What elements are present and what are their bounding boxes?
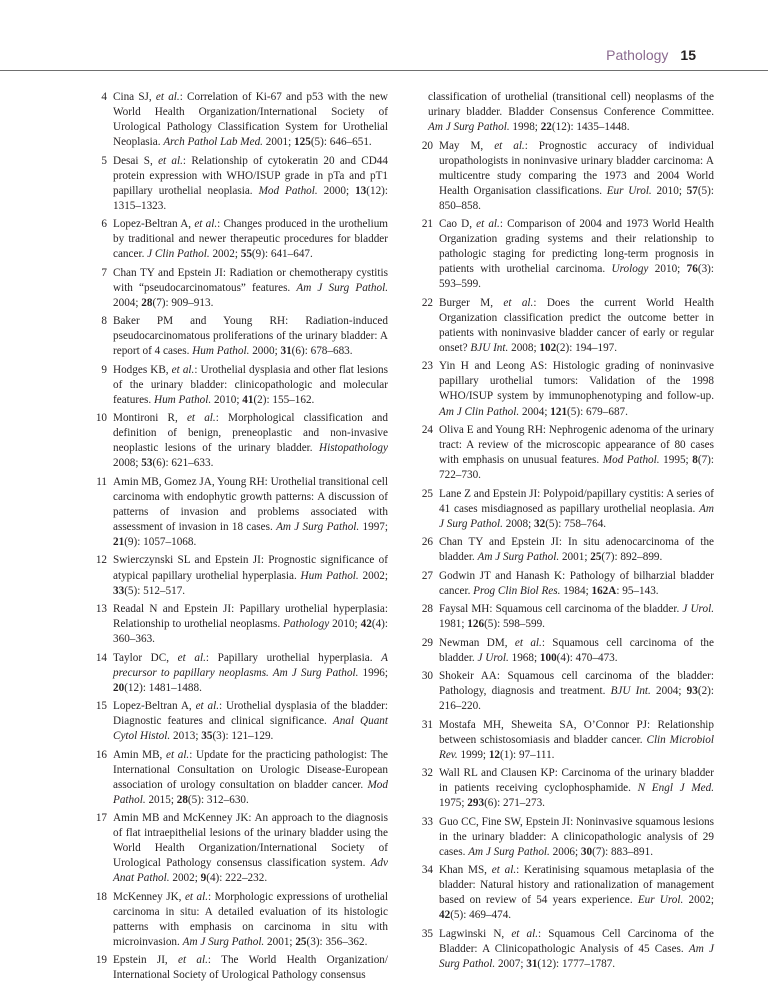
reference-journal: et al. <box>195 700 220 713</box>
reference-text: Desai S, <box>113 154 159 167</box>
reference-text: 2002; <box>358 569 388 582</box>
reference-journal: J Urol. <box>477 651 509 664</box>
reference-volume: 31 <box>280 345 292 358</box>
reference-text: McKenney JK, <box>113 890 185 903</box>
reference-item <box>414 766 714 811</box>
reference-number: 21 <box>421 218 433 231</box>
reference-journal: et al. <box>178 954 208 967</box>
reference-journal: et al. <box>186 412 216 425</box>
reference-volume: 32 <box>534 517 546 530</box>
reference-text: : Does the current World Health Organization classification predict the outcome better in patients with noninvasive bladder cancer of early or regular onset? <box>439 296 715 354</box>
reference-text: : Update for the practicing pathologist: The International Consultation on Urologic Disease-European association of urology consultation on bladder cancer. <box>113 748 389 791</box>
reference-text: : Morphological classification and definition of benign, preneoplastic and non-invasive neoplastic lesions of the urinary bladder. <box>113 412 388 455</box>
reference-text: : Relationship of cytokeratin 20 and CD44 protein expression with WHO/ISUP grade in pTa and pT1 papillary urothelial neoplasia. <box>113 154 388 197</box>
reference-text: : Comparison of 2004 and 1973 World Health Organization grading systems and their relationship to pathologic staging for predicting long-term prognosis in patients with urothelial carcinoma. <box>439 218 714 276</box>
reference-item <box>88 748 388 808</box>
reference-journal: et al. <box>476 218 500 231</box>
reference-number: 11 <box>96 475 107 488</box>
reference-journal: Histopathology <box>319 442 388 455</box>
reference-continuation <box>414 90 714 135</box>
header-rule <box>0 70 768 71</box>
reference-text: Hodges KB, <box>113 363 172 376</box>
reference-volume: 125 <box>294 136 311 149</box>
reference-journal: Mod Pathol. <box>113 778 388 806</box>
reference-text: (5): 646–651. <box>310 136 372 149</box>
reference-volume: 21 <box>113 536 125 549</box>
reference-journal: J Urol. <box>682 603 714 616</box>
reference-text: Baker PM and Young RH: Radiation-induced pseudocarcinomatous proliferations of the urinary bladder: A report of 4 cases. <box>113 315 388 358</box>
reference-text: 1975; <box>439 797 468 810</box>
reference-journal: Eur Urol. <box>637 894 684 907</box>
reference-text: Cao D, <box>439 218 477 231</box>
reference-journal: Am J Clin Pathol. <box>439 405 520 418</box>
reference-journal: Am J Surg Pathol. <box>182 935 265 948</box>
reference-text: : Keratinising squamous metaplasia of the bladder: Natural history and rationalization of management based on review of 54 years experience. <box>439 864 714 907</box>
reference-item <box>88 475 388 550</box>
reference-journal: et al. <box>491 864 517 877</box>
reference-journal: Hum Pathol. <box>192 345 250 358</box>
reference-journal: Arch Pathol Lab Med. <box>163 136 263 149</box>
reference-item <box>414 359 714 419</box>
reference-item <box>414 535 714 565</box>
reference-text: 2010; <box>648 263 687 276</box>
reference-column-left <box>88 90 388 987</box>
reference-text: Chan TY and Epstein JI: Radiation or chemotherapy cystitis with “pseudocarcinomatous” features. <box>113 266 388 294</box>
reference-text: 2010; <box>211 393 243 406</box>
reference-text: 2001; <box>262 136 295 149</box>
reference-text: 1996; <box>358 666 389 679</box>
reference-journal: Mod Pathol. <box>602 454 660 467</box>
reference-text: 1998; <box>509 121 541 134</box>
reference-text: (5): 850–858. <box>439 184 714 212</box>
reference-number: 33 <box>421 815 433 828</box>
reference-text: Burger M, <box>439 296 504 309</box>
reference-volume: 53 <box>141 457 153 470</box>
reference-volume: 55 <box>240 248 252 261</box>
reference-text: 2002; <box>169 872 201 885</box>
reference-text: Wall RL and Clausen KP: Carcinoma of the urinary bladder in patients receiving cyclophosphamide. <box>439 767 714 795</box>
reference-volume: 13 <box>355 184 367 197</box>
reference-text: Lopez-Beltran A, <box>113 218 195 231</box>
reference-number: 34 <box>421 864 433 877</box>
reference-journal: Clin Microbiol Rev. <box>439 733 714 761</box>
reference-journal: et al. <box>194 218 218 231</box>
reference-text: (2): 155–162. <box>253 393 315 406</box>
reference-text: (4): 360–363. <box>113 618 389 646</box>
reference-text: Cina SJ, <box>113 91 156 103</box>
reference-text: (12): 1777–1787. <box>537 957 616 970</box>
reference-text: (7): 722–730. <box>439 454 715 482</box>
reference-journal: Prog Clin Biol Res. <box>473 584 561 597</box>
reference-journal: Pathology <box>283 618 330 631</box>
reference-journal: Hum Pathol. <box>300 569 359 582</box>
reference-item <box>414 487 714 532</box>
reference-journal: et al. <box>171 363 195 376</box>
reference-text: (5): 469–474. <box>450 909 512 922</box>
reference-item <box>88 953 388 983</box>
reference-volume: 162A <box>591 584 617 597</box>
reference-text: : Urothelial dysplasia of the bladder: Diagnostic features and clinical significance. <box>113 700 389 728</box>
reference-volume: 293 <box>467 797 485 810</box>
reference-volume: 28 <box>141 296 153 309</box>
reference-text: 2008; <box>113 457 142 470</box>
reference-number: 24 <box>421 423 433 436</box>
reference-text: 2004; <box>113 296 142 309</box>
reference-number: 14 <box>95 651 107 664</box>
reference-text: Mostafa MH, Sheweita SA, O’Connor PJ: Relationship between schistosomiasis and bladder cancer. <box>439 718 714 746</box>
reference-journal: Hum Pathol. <box>154 393 212 406</box>
reference-column-right <box>414 90 714 975</box>
reference-volume: 42 <box>439 909 451 922</box>
reference-text: Lane Z and Epstein JI: Polypoid/papillary cystitis: A series of 41 cases misdiagnosed as papillary urothelial neoplasia. <box>439 487 714 515</box>
reference-text: 1981; <box>439 618 468 631</box>
reference-journal: et al. <box>177 651 206 664</box>
page-number: 15 <box>680 47 696 63</box>
reference-text: classification of urothelial (transitional cell) neoplasms of the urinary bladder. Bladder Consensus Conference Committee. <box>428 91 714 119</box>
reference-text: (6): 621–633. <box>152 457 214 470</box>
reference-number: 15 <box>95 700 107 713</box>
reference-text: 2002; <box>683 894 714 907</box>
reference-journal: et al. <box>514 636 542 649</box>
reference-journal: BJU Int. <box>470 341 509 354</box>
reference-volume: 25 <box>295 935 307 948</box>
reference-number: 5 <box>101 154 107 167</box>
reference-text: 2007; <box>495 957 527 970</box>
reference-volume: 33 <box>113 584 125 597</box>
reference-volume: 41 <box>242 393 254 406</box>
reference-volume: 25 <box>590 551 602 564</box>
reference-volume: 20 <box>113 681 125 694</box>
reference-text: : Correlation of Ki-67 and p53 with the new World Health Organization/International Society of Urological Pathology Classification System for Urothelial Neoplasia. <box>113 91 388 149</box>
reference-text: : Prognostic accuracy of individual uropathologists in noninvasive urinary bladder carcinoma: A multicentre study comparing the 1973 and 2004 World Health Organisation classifications. <box>439 139 714 197</box>
reference-text: (1): 97–111. <box>500 748 555 761</box>
reference-text: (4): 470–473. <box>556 651 618 664</box>
reference-text: Amin MB and McKenney JK: An approach to the diagnosis of flat intraepithelial lesions of the urinary bladder using the World Health Organization/International Society of Urological Pathology consensus classification system. <box>113 812 388 870</box>
reference-text: (7): 909–913. <box>152 296 214 309</box>
reference-text: (5): 758–764. <box>545 517 607 530</box>
reference-number: 20 <box>421 139 433 152</box>
reference-volume: 42 <box>360 618 372 631</box>
reference-text: 2004; <box>519 405 551 418</box>
reference-journal: BJU Int. <box>610 685 651 698</box>
reference-text: 2008; <box>502 517 534 530</box>
reference-item <box>414 927 714 972</box>
running-head: Pathology <box>606 47 669 63</box>
reference-text: Lopez-Beltran A, <box>113 700 196 713</box>
reference-number: 10 <box>95 412 107 425</box>
reference-number: 27 <box>421 569 433 582</box>
reference-volume: 93 <box>686 685 698 698</box>
reference-number: 12 <box>95 554 107 567</box>
reference-journal: et al. <box>184 890 209 903</box>
reference-text: (9): 641–647. <box>251 248 313 261</box>
reference-number: 32 <box>421 767 433 780</box>
reference-text: Taylor DC, <box>113 651 178 664</box>
reference-text: Khan MS, <box>439 864 492 877</box>
reference-volume: 121 <box>550 405 568 418</box>
reference-journal: Am J Surg Pathol. <box>428 121 510 134</box>
reference-text: 1999; <box>457 748 489 761</box>
reference-journal: et al. <box>155 91 180 103</box>
reference-volume: 28 <box>176 793 188 806</box>
reference-text: 2000; <box>317 184 356 197</box>
reference-text: (12): 1481–1488. <box>124 681 202 694</box>
reference-volume: 102 <box>539 341 557 354</box>
reference-number: 29 <box>421 636 433 649</box>
reference-number: 9 <box>101 363 107 376</box>
reference-journal: Urology <box>611 263 649 276</box>
reference-item <box>88 363 388 408</box>
reference-text: 1997; <box>359 521 388 533</box>
reference-text: : Changes produced in the urothelium by traditional and newer therapeutic procedures for bladder cancer. <box>113 218 388 261</box>
reference-journal: Eur Urol. <box>606 184 652 197</box>
reference-number: 26 <box>421 536 433 549</box>
reference-number: 30 <box>421 669 433 682</box>
reference-text: (3): 593–599. <box>439 263 714 291</box>
reference-journal: N Engl J Med. <box>637 782 714 795</box>
reference-number: 22 <box>421 296 433 309</box>
reference-journal: et al. <box>158 154 183 167</box>
reference-item <box>88 651 388 696</box>
reference-text: 2013; <box>170 730 202 743</box>
reference-text: (6): 271–273. <box>484 797 545 810</box>
reference-item <box>414 863 714 923</box>
reference-text: 2010; <box>651 184 687 197</box>
reference-text: (2): 216–220. <box>439 685 715 713</box>
reference-item <box>88 890 388 950</box>
reference-item <box>88 217 388 262</box>
reference-text: (12): 1315–1323. <box>113 184 388 212</box>
reference-text: Faysal MH: Squamous cell carcinoma of the bladder. <box>439 603 683 616</box>
reference-volume: 30 <box>580 845 593 858</box>
reference-journal: Am J Surg Pathol. <box>439 502 714 530</box>
reference-item <box>88 314 388 359</box>
reference-journal: Am J Surg Pathol. <box>468 845 550 858</box>
reference-number: 28 <box>421 603 433 616</box>
reference-text: 2010; <box>329 618 361 631</box>
reference-journal: et al. <box>503 296 534 309</box>
reference-text: : Urothelial dysplasia and other flat lesions of the urinary bladder: clinicopathologic and molecular features. <box>113 363 388 406</box>
reference-volume: 12 <box>488 748 500 761</box>
reference-item <box>414 815 714 860</box>
reference-text: : Papillary urothelial hyperplasia. <box>205 651 382 664</box>
reference-volume: 76 <box>686 263 698 276</box>
reference-journal: Am J Surg Pathol. <box>276 521 360 533</box>
reference-text: 2004; <box>650 685 687 698</box>
reference-text: : Morphologic expressions of urothelial carcinoma in situ: A detailed evaluation of its histologic patterns with emphasis on carcinoma in situ with microinvasion. <box>113 890 388 948</box>
reference-journal: et al. <box>511 927 539 940</box>
reference-volume: 22 <box>540 121 552 134</box>
reference-text: Oliva E and Young RH: Nephrogenic adenoma of the urinary tract: A review of the microscopic appearance of 80 cases with emphasis on unusual features. <box>439 423 714 467</box>
reference-number: 6 <box>101 218 107 231</box>
reference-journal: Anal Quant Cytol Histol. <box>113 715 388 743</box>
reference-text: Epstein JI, <box>113 954 179 967</box>
reference-journal: Am J Surg Pathol. <box>439 942 714 970</box>
reference-text: 2001; <box>264 935 296 948</box>
reference-number: 35 <box>421 927 433 940</box>
reference-item <box>414 139 714 214</box>
reference-item <box>414 569 714 599</box>
reference-text: (6): 678–683. <box>291 345 353 358</box>
reference-text: (5): 512–517. <box>124 584 186 597</box>
reference-item <box>88 602 388 647</box>
reference-journal: A precursor to papillary neoplasms. Am J Surg Pathol. <box>113 651 388 679</box>
reference-text: Newman DM, <box>439 636 515 649</box>
reference-volume: 57 <box>686 184 698 197</box>
reference-text: 1995; <box>659 454 693 467</box>
reference-journal: et al. <box>166 748 190 761</box>
page-header <box>606 47 696 63</box>
reference-text: Yin H and Leong AS: Histologic grading of noninvasive papillary urothelial tumors: Validation of the 1998 WHO/ISUP system by immunophenotyping and follow-up. <box>439 360 714 403</box>
reference-text: : The World Health Organization/ International Society of Urological Pathology consensus <box>113 954 388 982</box>
reference-text: : 95–143. <box>616 584 659 597</box>
reference-text: : Squamous cell carcinoma of the bladder. <box>439 636 714 664</box>
reference-text: (7): 892–899. <box>601 551 663 564</box>
reference-text: (7): 883–891. <box>592 845 653 858</box>
reference-text: (3): 356–362. <box>306 935 368 948</box>
reference-number: 31 <box>421 718 433 731</box>
reference-text: Chan TY and Epstein JI: In situ adenocarcinoma of the bladder. <box>439 536 714 564</box>
reference-number: 18 <box>95 890 107 903</box>
reference-number: 8 <box>101 315 107 328</box>
reference-text: 2002; <box>209 248 241 261</box>
reference-item <box>88 154 388 214</box>
reference-text: 1968; <box>508 651 540 664</box>
reference-item <box>414 217 714 292</box>
reference-number: 17 <box>95 812 107 825</box>
reference-text: (2): 194–197. <box>556 341 618 354</box>
reference-journal: Adv Anat Pathol. <box>113 857 388 885</box>
reference-text: Amin MB, Gomez JA, Young RH: Urothelial transitional cell carcinoma with endophytic growth patterns: A discussion of patterns of invasion and problems associated with assessment of invasion in 18 cases. <box>113 475 389 533</box>
reference-text: Guo CC, Fine SW, Epstein JI: Noninvasive squamous lesions in the urinary bladder: A clinicopathologic analysis of 29 cases. <box>439 815 714 858</box>
reference-number: 4 <box>101 91 107 103</box>
reference-text: : Squamous Cell Carcinoma of the Bladder: A Clinicopathologic Analysis of 45 Cases. <box>439 927 714 955</box>
reference-text: 1984; <box>560 584 592 597</box>
reference-text: Godwin JT and Hanash K: Pathology of bilharzial bladder cancer. <box>439 569 714 597</box>
reference-text: May M, <box>439 139 495 152</box>
reference-text: Lagwinski N, <box>439 927 512 940</box>
reference-text: 2001; <box>559 551 591 564</box>
reference-text: 2015; <box>145 793 177 806</box>
reference-item <box>88 266 388 311</box>
reference-volume: 100 <box>539 651 557 664</box>
reference-text: 2008; <box>508 341 540 354</box>
reference-text: (5): 679–687. <box>567 405 628 418</box>
reference-text: Montironi R, <box>113 412 187 425</box>
reference-text: (12): 1435–1448. <box>551 121 630 134</box>
reference-item <box>414 296 714 356</box>
reference-number: 19 <box>95 954 107 967</box>
reference-number: 16 <box>95 748 107 761</box>
reference-text: (3): 121–129. <box>212 730 274 743</box>
reference-item <box>88 553 388 598</box>
reference-item <box>414 423 714 483</box>
reference-item <box>414 718 714 763</box>
reference-text: (9): 1057–1068. <box>124 536 197 549</box>
reference-journal: Mod Pathol. <box>258 184 318 197</box>
reference-text: Readal N and Epstein JI: Papillary urothelial hyperplasia: Relationship to urothelial neoplasms. <box>113 603 388 631</box>
reference-text: 2000; <box>249 345 281 358</box>
reference-journal: et al. <box>494 139 525 152</box>
reference-volume: 126 <box>467 618 485 631</box>
reference-volume: 35 <box>201 730 213 743</box>
reference-number: 23 <box>421 360 433 373</box>
reference-journal: J Clin Pathol. <box>147 248 210 261</box>
reference-text: (4): 222–232. <box>206 872 268 885</box>
reference-number: 13 <box>95 603 107 616</box>
reference-volume: 31 <box>526 957 538 970</box>
reference-item <box>414 602 714 632</box>
reference-item <box>88 699 388 744</box>
reference-text: 2006; <box>549 845 581 858</box>
reference-number: 7 <box>101 266 107 279</box>
reference-journal: Am J Surg Pathol. <box>296 281 388 294</box>
reference-volume: 9 <box>200 872 207 885</box>
reference-item <box>414 636 714 666</box>
reference-volume: 8 <box>692 454 698 467</box>
reference-item <box>88 811 388 886</box>
reference-text: Shokeir AA: Squamous cell carcinoma of the bladder: Pathology, diagnosis and treatment. <box>439 669 714 698</box>
reference-item <box>88 411 388 471</box>
reference-text: Swierczynski SL and Epstein JI: Prognostic significance of atypical papillary urothelial hyperplasia. <box>113 554 388 582</box>
reference-item <box>88 90 388 150</box>
reference-text: Amin MB, <box>113 748 166 761</box>
reference-text: (5): 598–599. <box>484 618 545 631</box>
reference-text: (5): 312–630. <box>187 793 249 806</box>
reference-item <box>414 669 714 714</box>
reference-number: 25 <box>421 487 433 500</box>
reference-journal: Am J Surg Pathol. <box>477 551 560 564</box>
